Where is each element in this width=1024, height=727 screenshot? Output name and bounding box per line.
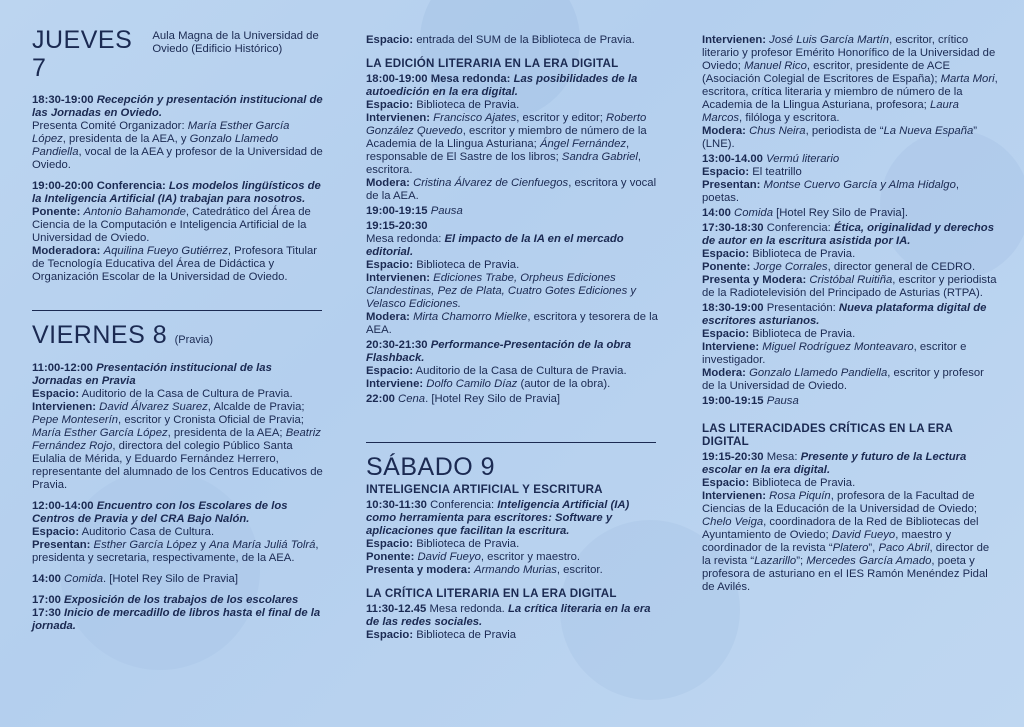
event: 18:00-19:00 Mesa redonda: Las posibilidades de la autoedición en la era digital. Espacio: Biblioteca de Pravia. Intervienen: Francisco Ajates, escritor y editor; Roberto González Quevedo, escritor y miembro de número de la Academia de la Llingua Asturiana; Ángel Fernández, responsable de El Sastre de los libros; Sandra Gabriel, escritora. Modera: Cristina Álvarez de Cienfuegos, escritora y vocal de la AEA. (366, 73, 657, 202)
event-space: Espacio: entrada del SUM de la Biblioteca de Pravia. (366, 34, 635, 46)
event: 19:15-20:30 Mesa redonda: El impacto de la IA en el mercado editorial. Espacio: Biblioteca de Pravia. Intervienen: Ediciones Trabe, Orpheus Ediciones Clandestinas, Pez de Plata, Cuatro Gotes Ediciones y Velasco Ediciones. Modera: Mirta Chamorro Mielke, escritora y tesorera de la AEA. (366, 220, 658, 336)
event-participants: Intervienen: José Luis García Martín, escritor, crítico literario y profesor Emérito Honorífico de la Universidad de Oviedo; Manuel Rico, escritor, presidente de ACE (Asociación Colegial de Escritores de España); Marta Mori, escritora, crítica literaria y miembro de número de la Academia de la Llingua Asturiana, profesora; Laura Marcos, filóloga y escritora. Modera: Chus Neira, periodista de “La Nueva España” (LNE). (702, 34, 998, 150)
section-heading: LA EDICIÓN LITERARIA EN LA ERA DIGITAL (366, 57, 619, 70)
event: 18:30-19:00 Presentación: Nueva plataforma digital de escritores asturianos. Espacio: Biblioteca de Pravia. Interviene: Miguel Rodríguez Monteavaro, escritor e investigador. Modera: Gonzalo Llamedo Pandiella, escritor y profesor de la Universidad de Oviedo. (702, 302, 987, 392)
venue: Aula Magna de la Universidad de Oviedo (Edificio Histórico) (152, 30, 319, 55)
event: 19:00-20:00 Conferencia: Los modelos lingüísticos de la Inteligencia Artificial (IA) trabajan para nosotros. Ponente: Antonio Bahamonde, Catedrático del Área de Ciencia de la Computación e Inteligencia Artificial de la Universidad de Oviedo. Moderadora: Aquilina Fueyo Gutiérrez, Profesora Titular de Tecnología Educativa del Área de Didáctica y Organización Escolar de la Universidad de Oviedo. (32, 180, 321, 283)
divider (366, 442, 656, 443)
day-heading: JUEVES 7 (32, 26, 133, 82)
section-heading: LAS LITERACIDADES CRÍTICAS EN LA ERA DIGITAL (702, 422, 953, 448)
event: 19:15-20:30 Mesa: Presente y futuro de la Lectura escolar en la era digital. Espacio: Biblioteca de Pravia. Intervienen: Rosa Piquín, profesora de la Facultad de Ciencias de la Educación de la Universidad de Oviedo; Chelo Veiga, coordinadora de la Red de Bibliotecas del Ayuntamiento de Oviedo; David Fueyo, maestro y coordinador de la revista “Platero”, Paco Abril, director de la revista “Lazarillo”; Mercedes García Amado, poeta y profesora de asturiano en el IES Ramón Menéndez Pidal de Avilés. (702, 451, 990, 593)
event: 19:00-19:15 Pausa (366, 205, 463, 217)
event: 11:00-12:00 Presentación institucional de las Jornadas en Pravia Espacio: Auditorio de la Casa de Cultura de Pravia. Intervienen: David Álvarez Suarez, Alcalde de Pravia; Pepe Monteserín, escritor y Cronista Oficial de Pravia; María Esther García López, presidenta de la AEA; Beatriz Fernández Rojo, directora del colegio Público Santa Eulalia de Mérida, y Eduardo Fernández Herrero, representante del alumnado de los Centros Educativos de Pravia. (32, 362, 323, 491)
day-heading: SÁBADO 9 (366, 453, 496, 481)
column-thursday-friday (32, 26, 324, 635)
column-friday-saturday (366, 34, 658, 644)
event: 17:00 Exposición de los trabajos de los escolares 17:30 Inicio de mercadillo de libros hasta el final de la jornada. (32, 594, 321, 632)
day-heading: VIERNES 8 (Pravia) (32, 321, 214, 349)
event: 20:30-21:30 Performance-Presentación de la obra Flashback. Espacio: Auditorio de la Casa de Cultura de Pravia. Interviene: Dolfo Camilo Díaz (autor de la obra). (366, 339, 631, 390)
event: 13:00-14.00 Vermú literario Espacio: El teatrillo Presentan: Montse Cuervo García y Alma Hidalgo, poetas. (702, 153, 960, 204)
event: 18:30-19:00 Recepción y presentación institucional de las Jornadas en Oviedo. Presenta Comité Organizador: María Esther García López, presidenta de la AEA, y Gonzalo Llamedo Pandiella, vocal de la AEA y profesor de la Universidad de Oviedo. (32, 94, 323, 171)
event: 11:30-12.45 Mesa redonda. La crítica literaria en la era de las redes sociales. Espacio: Biblioteca de Pravia (366, 603, 651, 641)
event: 14:00 Comida [Hotel Rey Silo de Pravia]. (702, 207, 908, 219)
section-heading: LA CRÍTICA LITERARIA EN LA ERA DIGITAL (366, 587, 617, 600)
event: 10:30-11:30 Conferencia: Inteligencia Artificial (IA) como herramienta para escritores: Software y aplicaciones que facilitan la escritura. Espacio: Biblioteca de Pravia. Ponente: David Fueyo, escritor y maestro. Presenta y modera: Armando Murias, escritor. (366, 499, 630, 576)
event: 22:00 Cena. [Hotel Rey Silo de Pravia] (366, 393, 561, 405)
divider (32, 310, 322, 311)
column-saturday-continued (702, 34, 998, 596)
event: 12:00-14:00 Encuentro con los Escolares de los Centros de Pravia y del CRA Bajo Nalón. Espacio: Auditorio Casa de Cultura. Presentan: Esther García López y Ana María Juliá Tolrá, presidenta y secretaria, respectivamente, de la AEA. (32, 500, 319, 564)
section-heading: INTELIGENCIA ARTIFICIAL Y ESCRITURA (366, 483, 603, 496)
event: 19:00-19:15 Pausa (702, 395, 799, 407)
event: 17:30-18:30 Conferencia: Ética, originalidad y derechos de autor en la escritura asistida por IA. Espacio: Biblioteca de Pravia. Ponente: Jorge Corrales, director general de CEDRO. Presenta y Modera: Cristóbal Ruitiña, escritor y periodista de la Radiotelevisión del Principado de Asturias (RTPA). (702, 222, 997, 299)
event: 14:00 Comida. [Hotel Rey Silo de Pravia] (32, 573, 238, 585)
